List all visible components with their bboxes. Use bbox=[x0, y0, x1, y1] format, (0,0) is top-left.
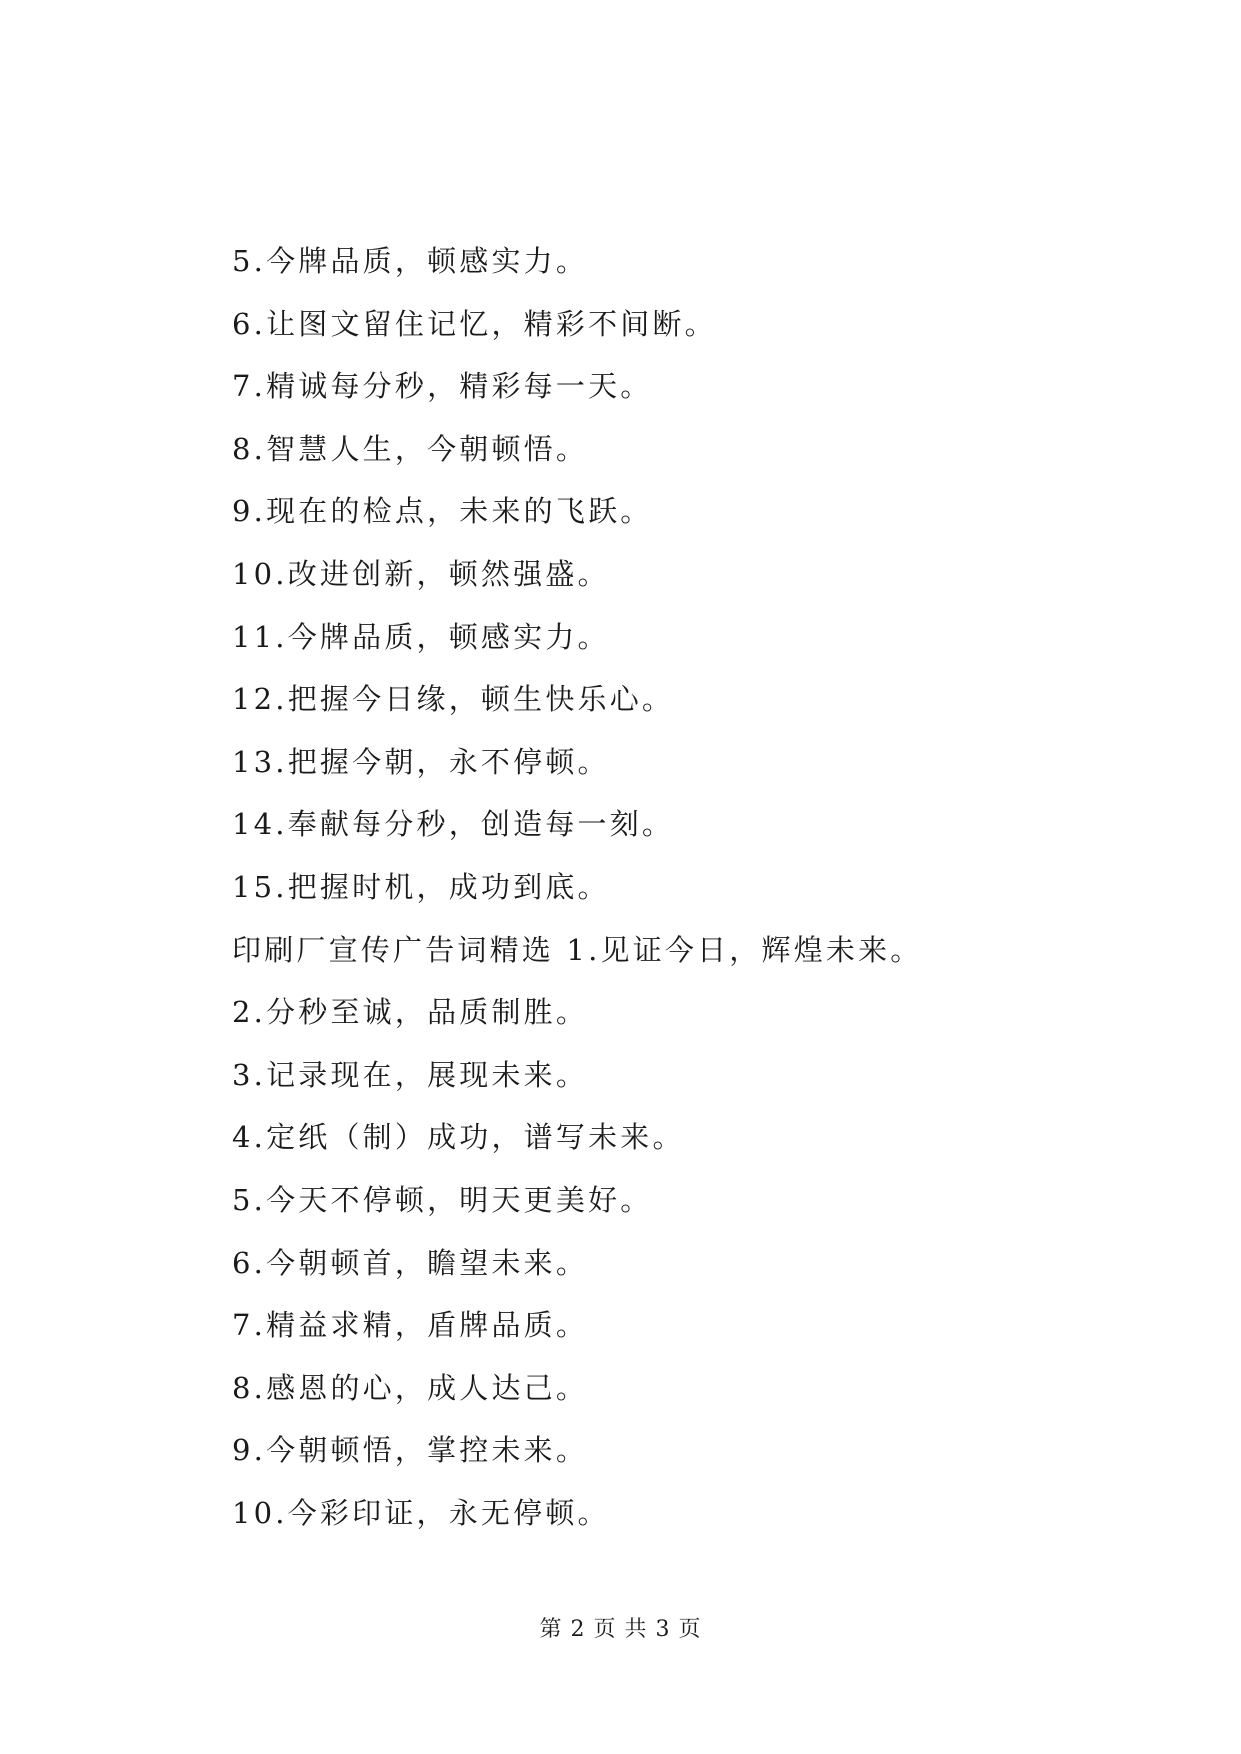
text-line: 11.今牌品质，顿感实力。 bbox=[232, 619, 610, 654]
text-line: 13.把握今朝，永不停顿。 bbox=[232, 744, 610, 779]
text-line: 8.感恩的心，成人达己。 bbox=[232, 1370, 589, 1405]
text-line: 7.精益求精，盾牌品质。 bbox=[232, 1308, 589, 1343]
text-line: 3.记录现在，展现未来。 bbox=[232, 1057, 589, 1092]
text-line: 10.今彩印证，永无停顿。 bbox=[232, 1495, 610, 1530]
text-line: 9.今朝顿悟，掌控未来。 bbox=[232, 1433, 589, 1468]
text-line: 5.今牌品质，顿感实力。 bbox=[232, 244, 589, 278]
text-line: 6.今朝顿首，瞻望未来。 bbox=[232, 1245, 589, 1280]
text-line: 12.把握今日缘，顿生快乐心。 bbox=[232, 682, 675, 717]
text-line: 10.改进创新，顿然强盛。 bbox=[232, 556, 610, 591]
text-line: 14.奉献每分秒，创造每一刻。 bbox=[232, 807, 675, 842]
text-line: 6.让图文留住记忆，精彩不间断。 bbox=[232, 306, 717, 341]
text-line: 8.智慧人生，今朝顿悟。 bbox=[232, 431, 589, 466]
document-body bbox=[232, 230, 1052, 1544]
text-line: 5.今天不停顿，明天更美好。 bbox=[232, 1182, 653, 1217]
section-heading-line: 印刷厂宣传广告词精选 1.见证今日，辉煌未来。 bbox=[232, 932, 923, 967]
text-line: 4.定纸（制）成功，谱写未来。 bbox=[232, 1120, 685, 1155]
text-line: 15.把握时机，成功到底。 bbox=[232, 869, 610, 904]
text-line: 9.现在的检点，未来的飞跃。 bbox=[232, 494, 653, 529]
text-line: 7.精诚每分秒，精彩每一天。 bbox=[232, 369, 653, 404]
page-number-footer: 第 2 页 共 3 页 bbox=[539, 1617, 702, 1642]
text-line: 2.分秒至诚，品质制胜。 bbox=[232, 995, 589, 1030]
